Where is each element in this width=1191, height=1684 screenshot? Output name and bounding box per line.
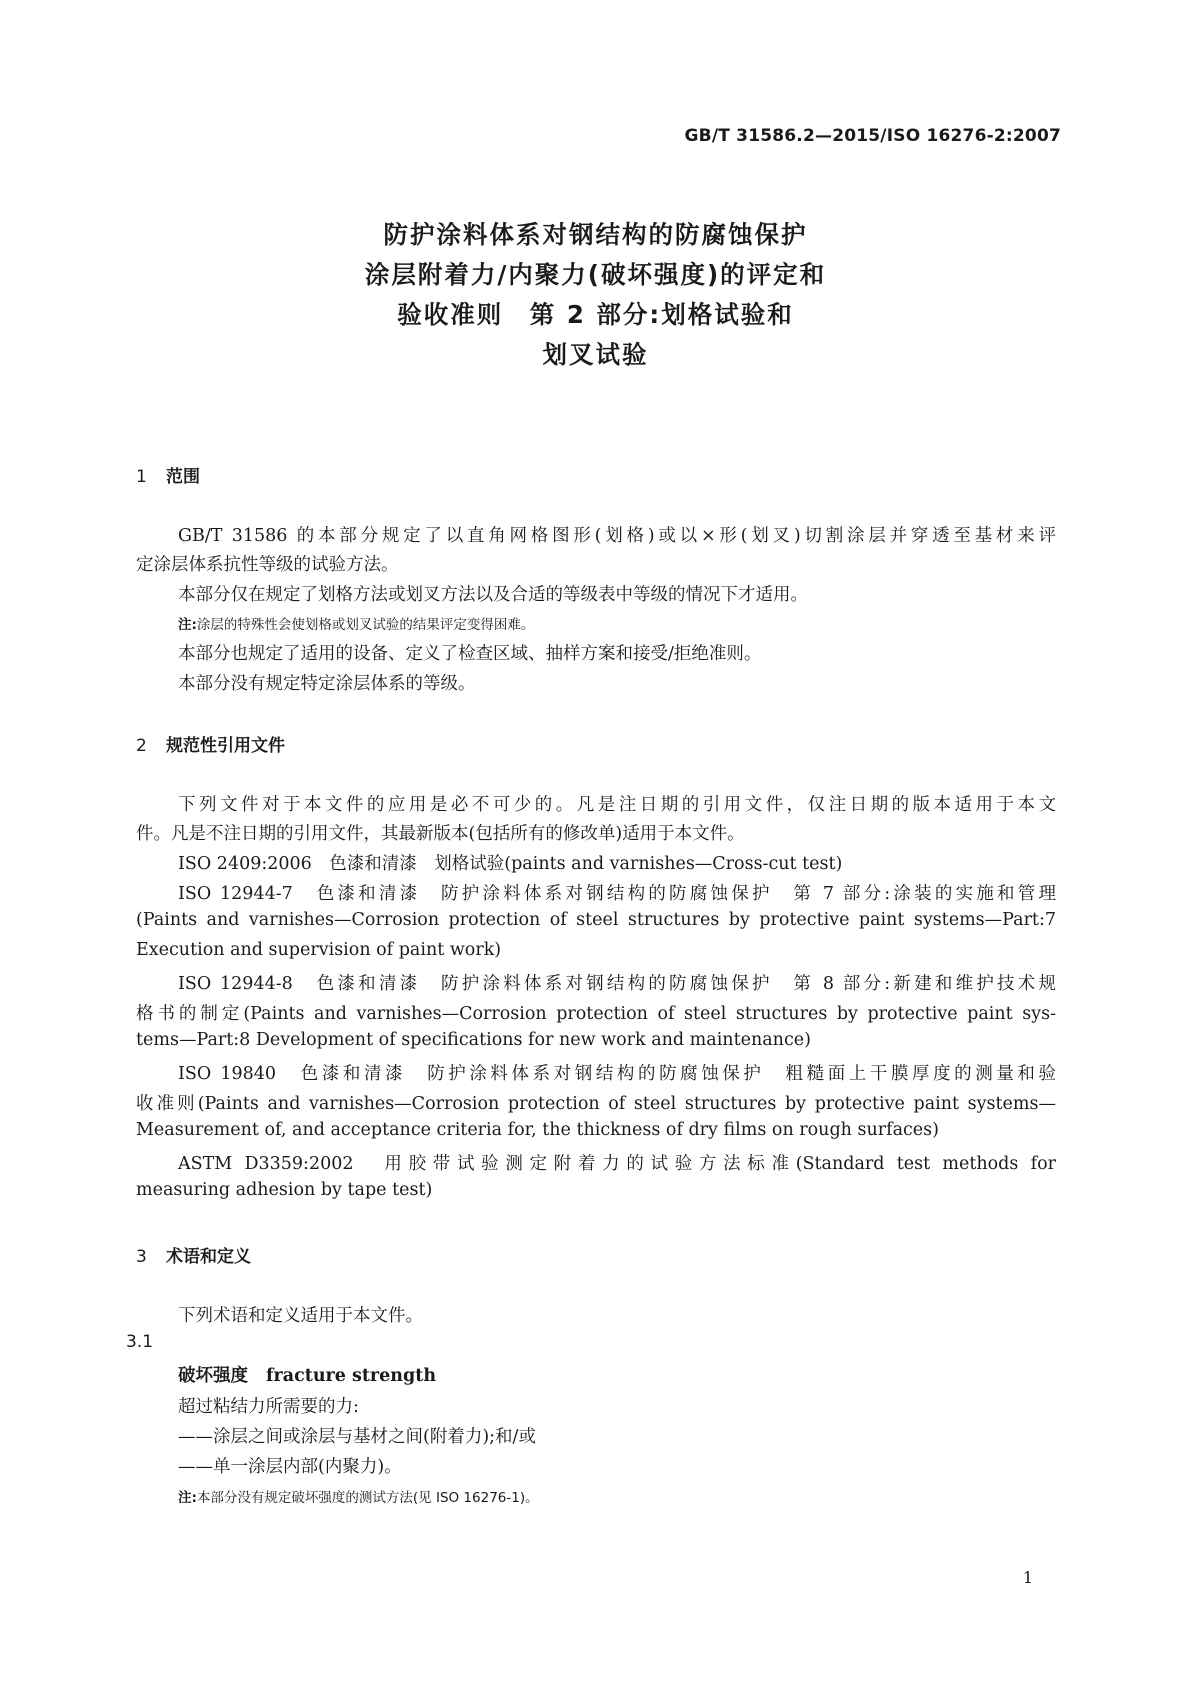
reference-item-cont: (Paints and varnishes—Corrosion protection of steel structures by protective paint systems—Part:7 [136,910,1056,930]
paragraph-line: 下列文件对于本文件的应用是必不可少的。凡是注日期的引用文件，仅注日期的版本适用于本文 [178,795,1056,815]
note [178,1486,539,1506]
term-number: 3.1 [126,1332,154,1352]
reference-item: ISO 12944-7 色漆和清漆 防护涂料体系对钢结构的防腐蚀保护 第 7 部分:涂装的实施和管理 [178,884,1056,904]
reference-item-cont: Execution and supervision of paint work) [136,940,502,960]
definition-text: 超过粘结力所需要的力: [178,1397,359,1417]
note-label: 注: [178,1490,197,1506]
reference-item-cont: 收准则(Paints and varnishes—Corrosion protection of steel structures by protective paint systems— [136,1094,1056,1114]
term-chinese: 破坏强度 [178,1366,248,1386]
title-line-2: 涂层附着力/内聚力(破坏强度)的评定和 [364,260,827,289]
title-line-3: 验收准则 第 2 部分:划格试验和 [397,300,794,329]
note-text: 涂层的特殊性会使划格或划叉试验的结果评定变得困难。 [196,617,535,633]
section-number: 3 [136,1247,147,1267]
page-number: 1 [1022,1568,1033,1587]
paragraph-line: 本部分也规定了适用的设备、定义了检查区域、抽样方案和接受/拒绝准则。 [178,644,762,664]
title-line-1: 防护涂料体系对钢结构的防腐蚀保护 [383,220,808,249]
paragraph-line: 定涂层体系抗性等级的试验方法。 [136,555,399,575]
reference-item-cont: measuring adhesion by tape test) [136,1180,433,1200]
reference-item: ASTM D3359:2002 用胶带试验测定附着力的试验方法标准(Standard test methods for [178,1154,1056,1174]
section-2-heading [136,731,285,756]
title-line-4: 划叉试验 [542,340,649,369]
reference-item-cont: Measurement of, and acceptance criteria for, the thickness of dry films on rough surfaces) [136,1120,939,1140]
note [178,613,534,633]
section-title: 规范性引用文件 [166,736,285,756]
section-3-heading [136,1242,251,1267]
paragraph-line: 本部分没有规定特定涂层体系的等级。 [178,674,476,694]
reference-item-cont: tems—Part:8 Development of specifications for new work and maintenance) [136,1030,811,1050]
term-english: fracture strength [266,1366,437,1386]
section-title: 范围 [166,467,200,487]
list-item: ——涂层之间或涂层与基材之间(附着力);和/或 [178,1427,536,1447]
paragraph-line: GB/T 31586 的本部分规定了以直角网格图形(划格)或以×形(划叉)切割涂层并穿透至基材来评 [178,526,1056,546]
section-1-heading [136,462,200,487]
reference-item-cont: 格书的制定(Paints and varnishes—Corrosion protection of steel structures by protective paint sys- [136,1004,1056,1024]
paragraph-line: 下列术语和定义适用于本文件。 [178,1306,423,1326]
reference-item: ISO 12944-8 色漆和清漆 防护涂料体系对钢结构的防腐蚀保护 第 8 部分:新建和维护技术规 [178,974,1056,994]
section-number: 2 [136,736,147,756]
reference-item: ISO 2409:2006 色漆和清漆 划格试验(paints and varnishes—Cross-cut test) [178,854,843,874]
standard-number-header: GB/T 31586.2—2015/ISO 16276-2:2007 [684,126,1061,146]
paragraph-line: 本部分仅在规定了划格方法或划叉方法以及合适的等级表中等级的情况下才适用。 [178,585,808,605]
note-text: 本部分没有规定破坏强度的测试方法(见 ISO 16276-1)。 [196,1490,539,1506]
paragraph-line: 件。凡是不注日期的引用文件，其最新版本(包括所有的修改单)适用于本文件。 [136,824,745,844]
note-label: 注: [178,617,197,633]
section-number: 1 [136,467,147,487]
list-item: ——单一涂层内部(内聚力)。 [178,1457,402,1477]
term-entry [178,1362,436,1387]
section-title: 术语和定义 [166,1247,251,1267]
reference-item: ISO 19840 色漆和清漆 防护涂料体系对钢结构的防腐蚀保护 粗糙面上干膜厚度的测量和验 [178,1064,1056,1084]
